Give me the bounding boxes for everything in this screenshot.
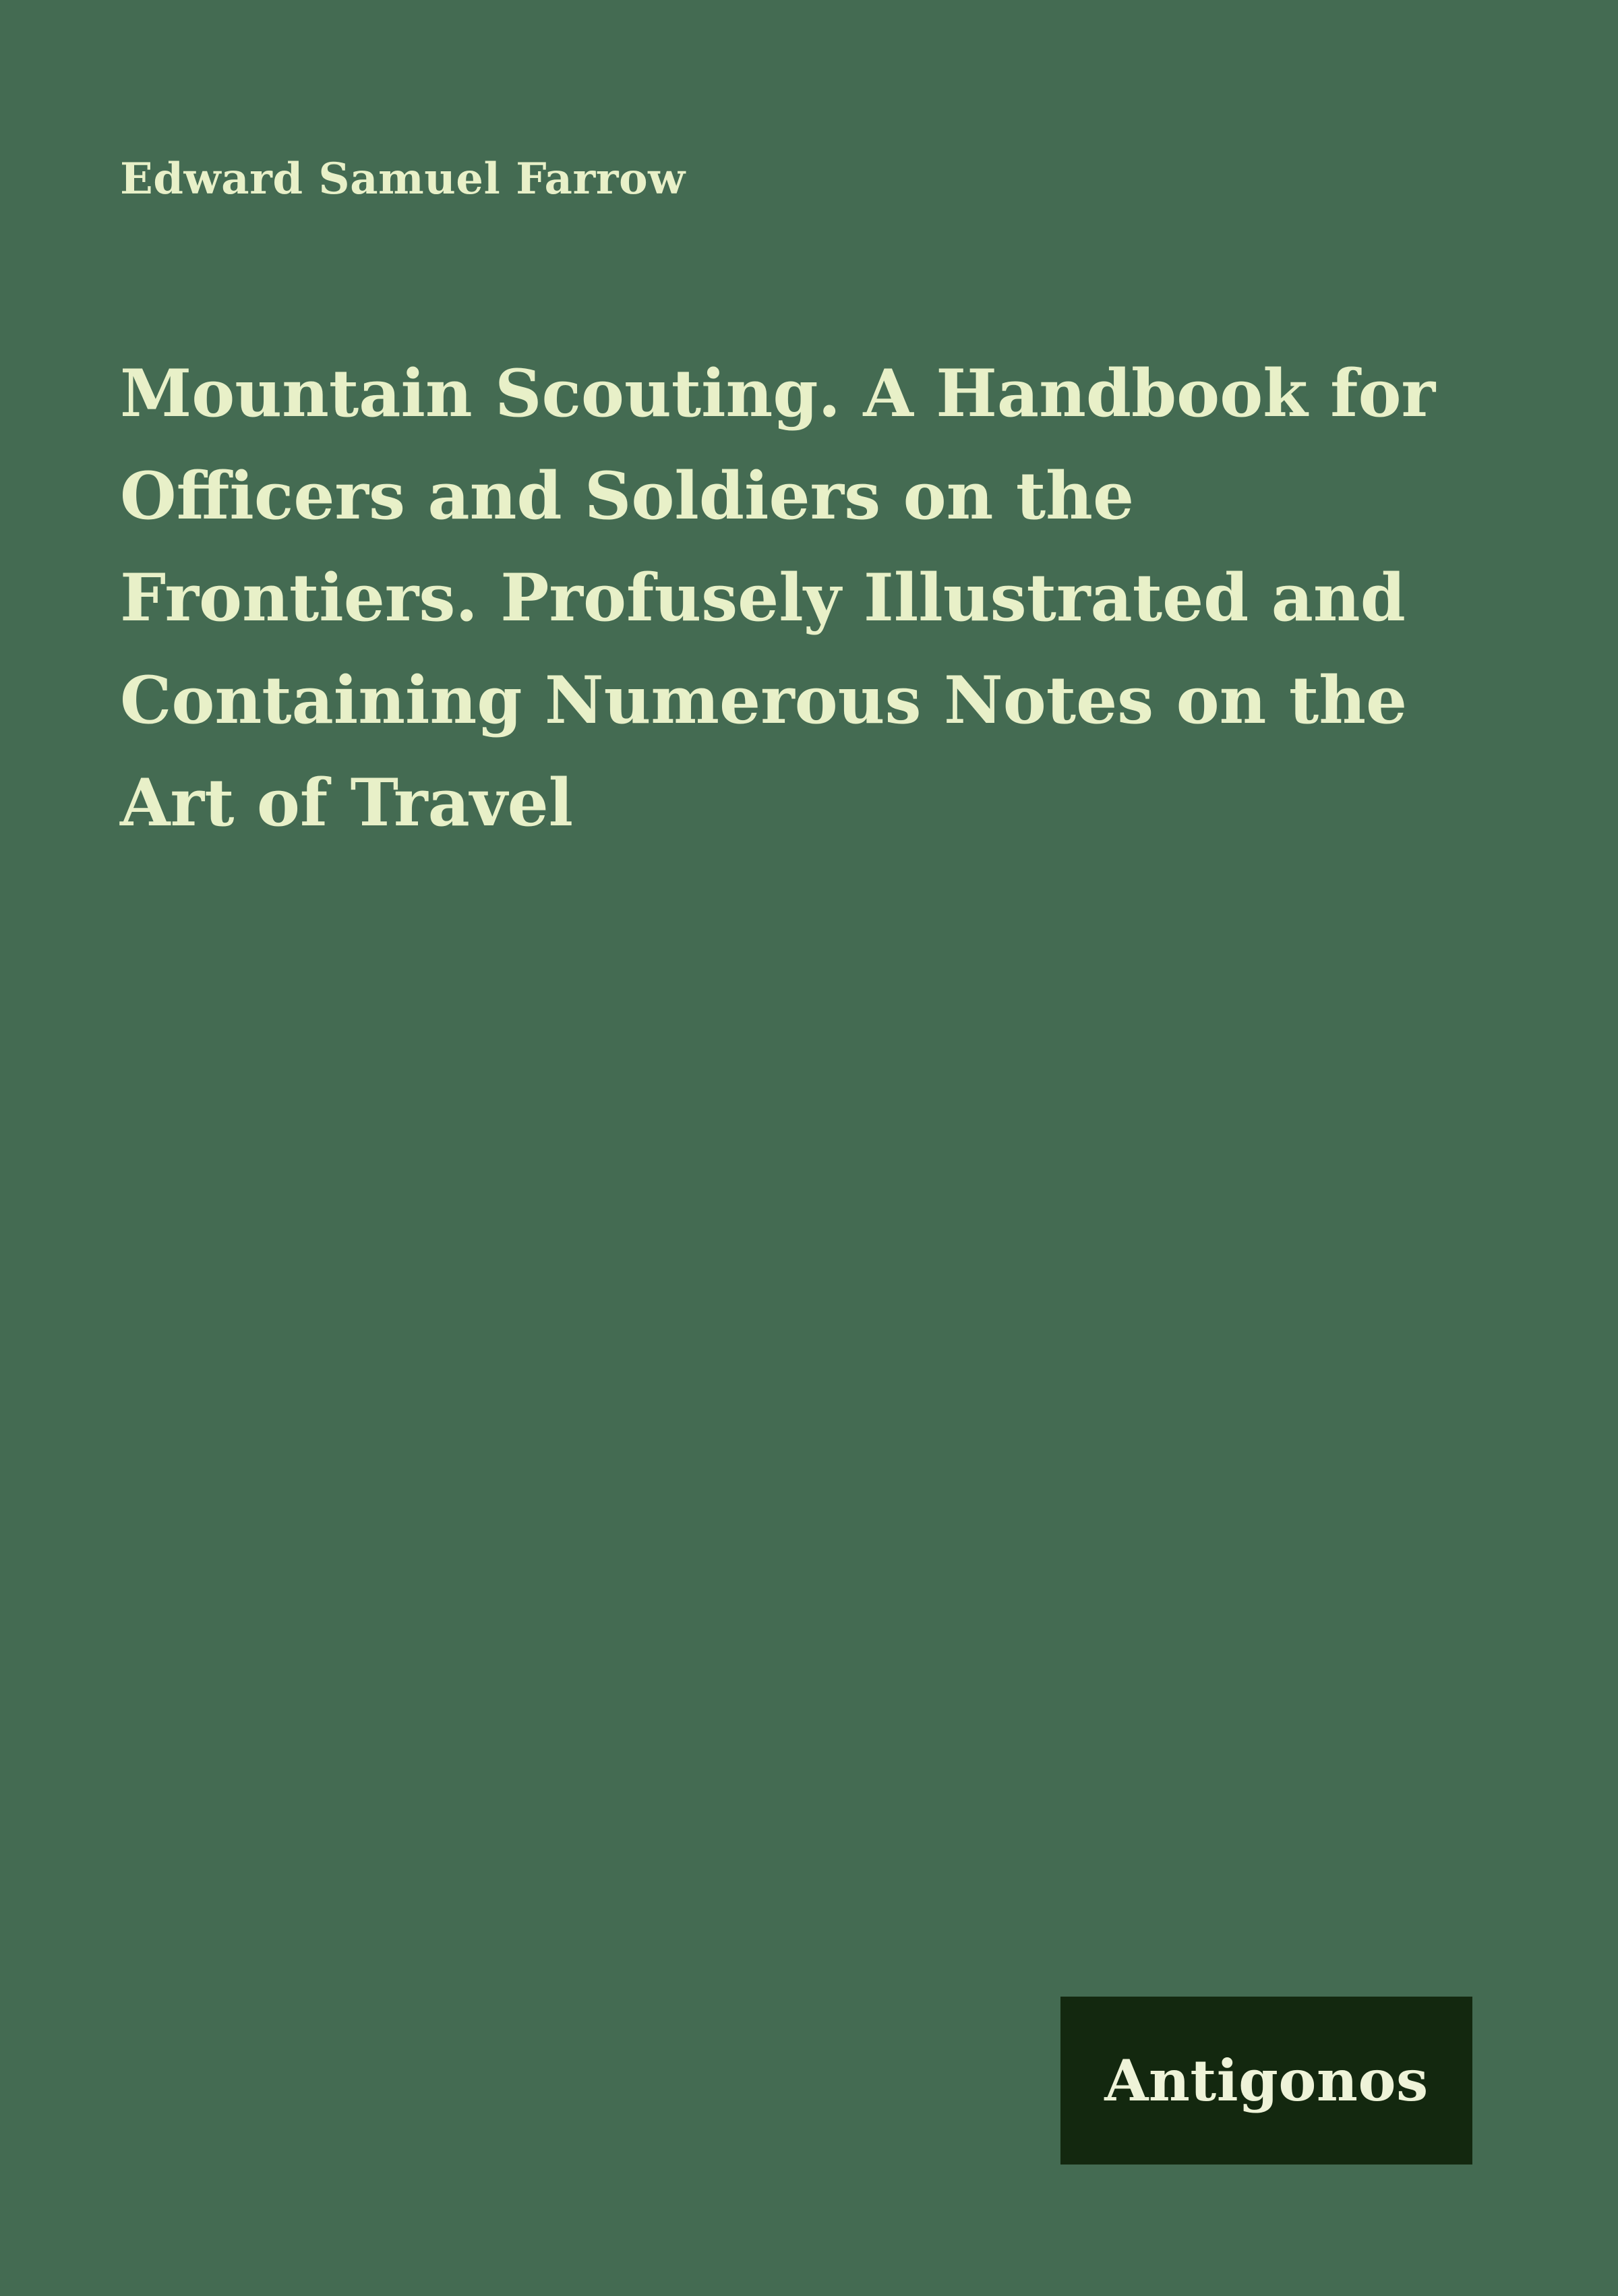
author-name: Edward Samuel Farrow — [120, 154, 686, 204]
book-title: Mountain Scouting. A Handbook for Officers and Soldiers on the Frontiers. Profusely Illustrated and Containing Numerous Notes on the Art of Travel — [120, 355, 1436, 841]
publisher-name: Antigonos — [1104, 2047, 1429, 2114]
publisher-badge — [1060, 1997, 1472, 2165]
